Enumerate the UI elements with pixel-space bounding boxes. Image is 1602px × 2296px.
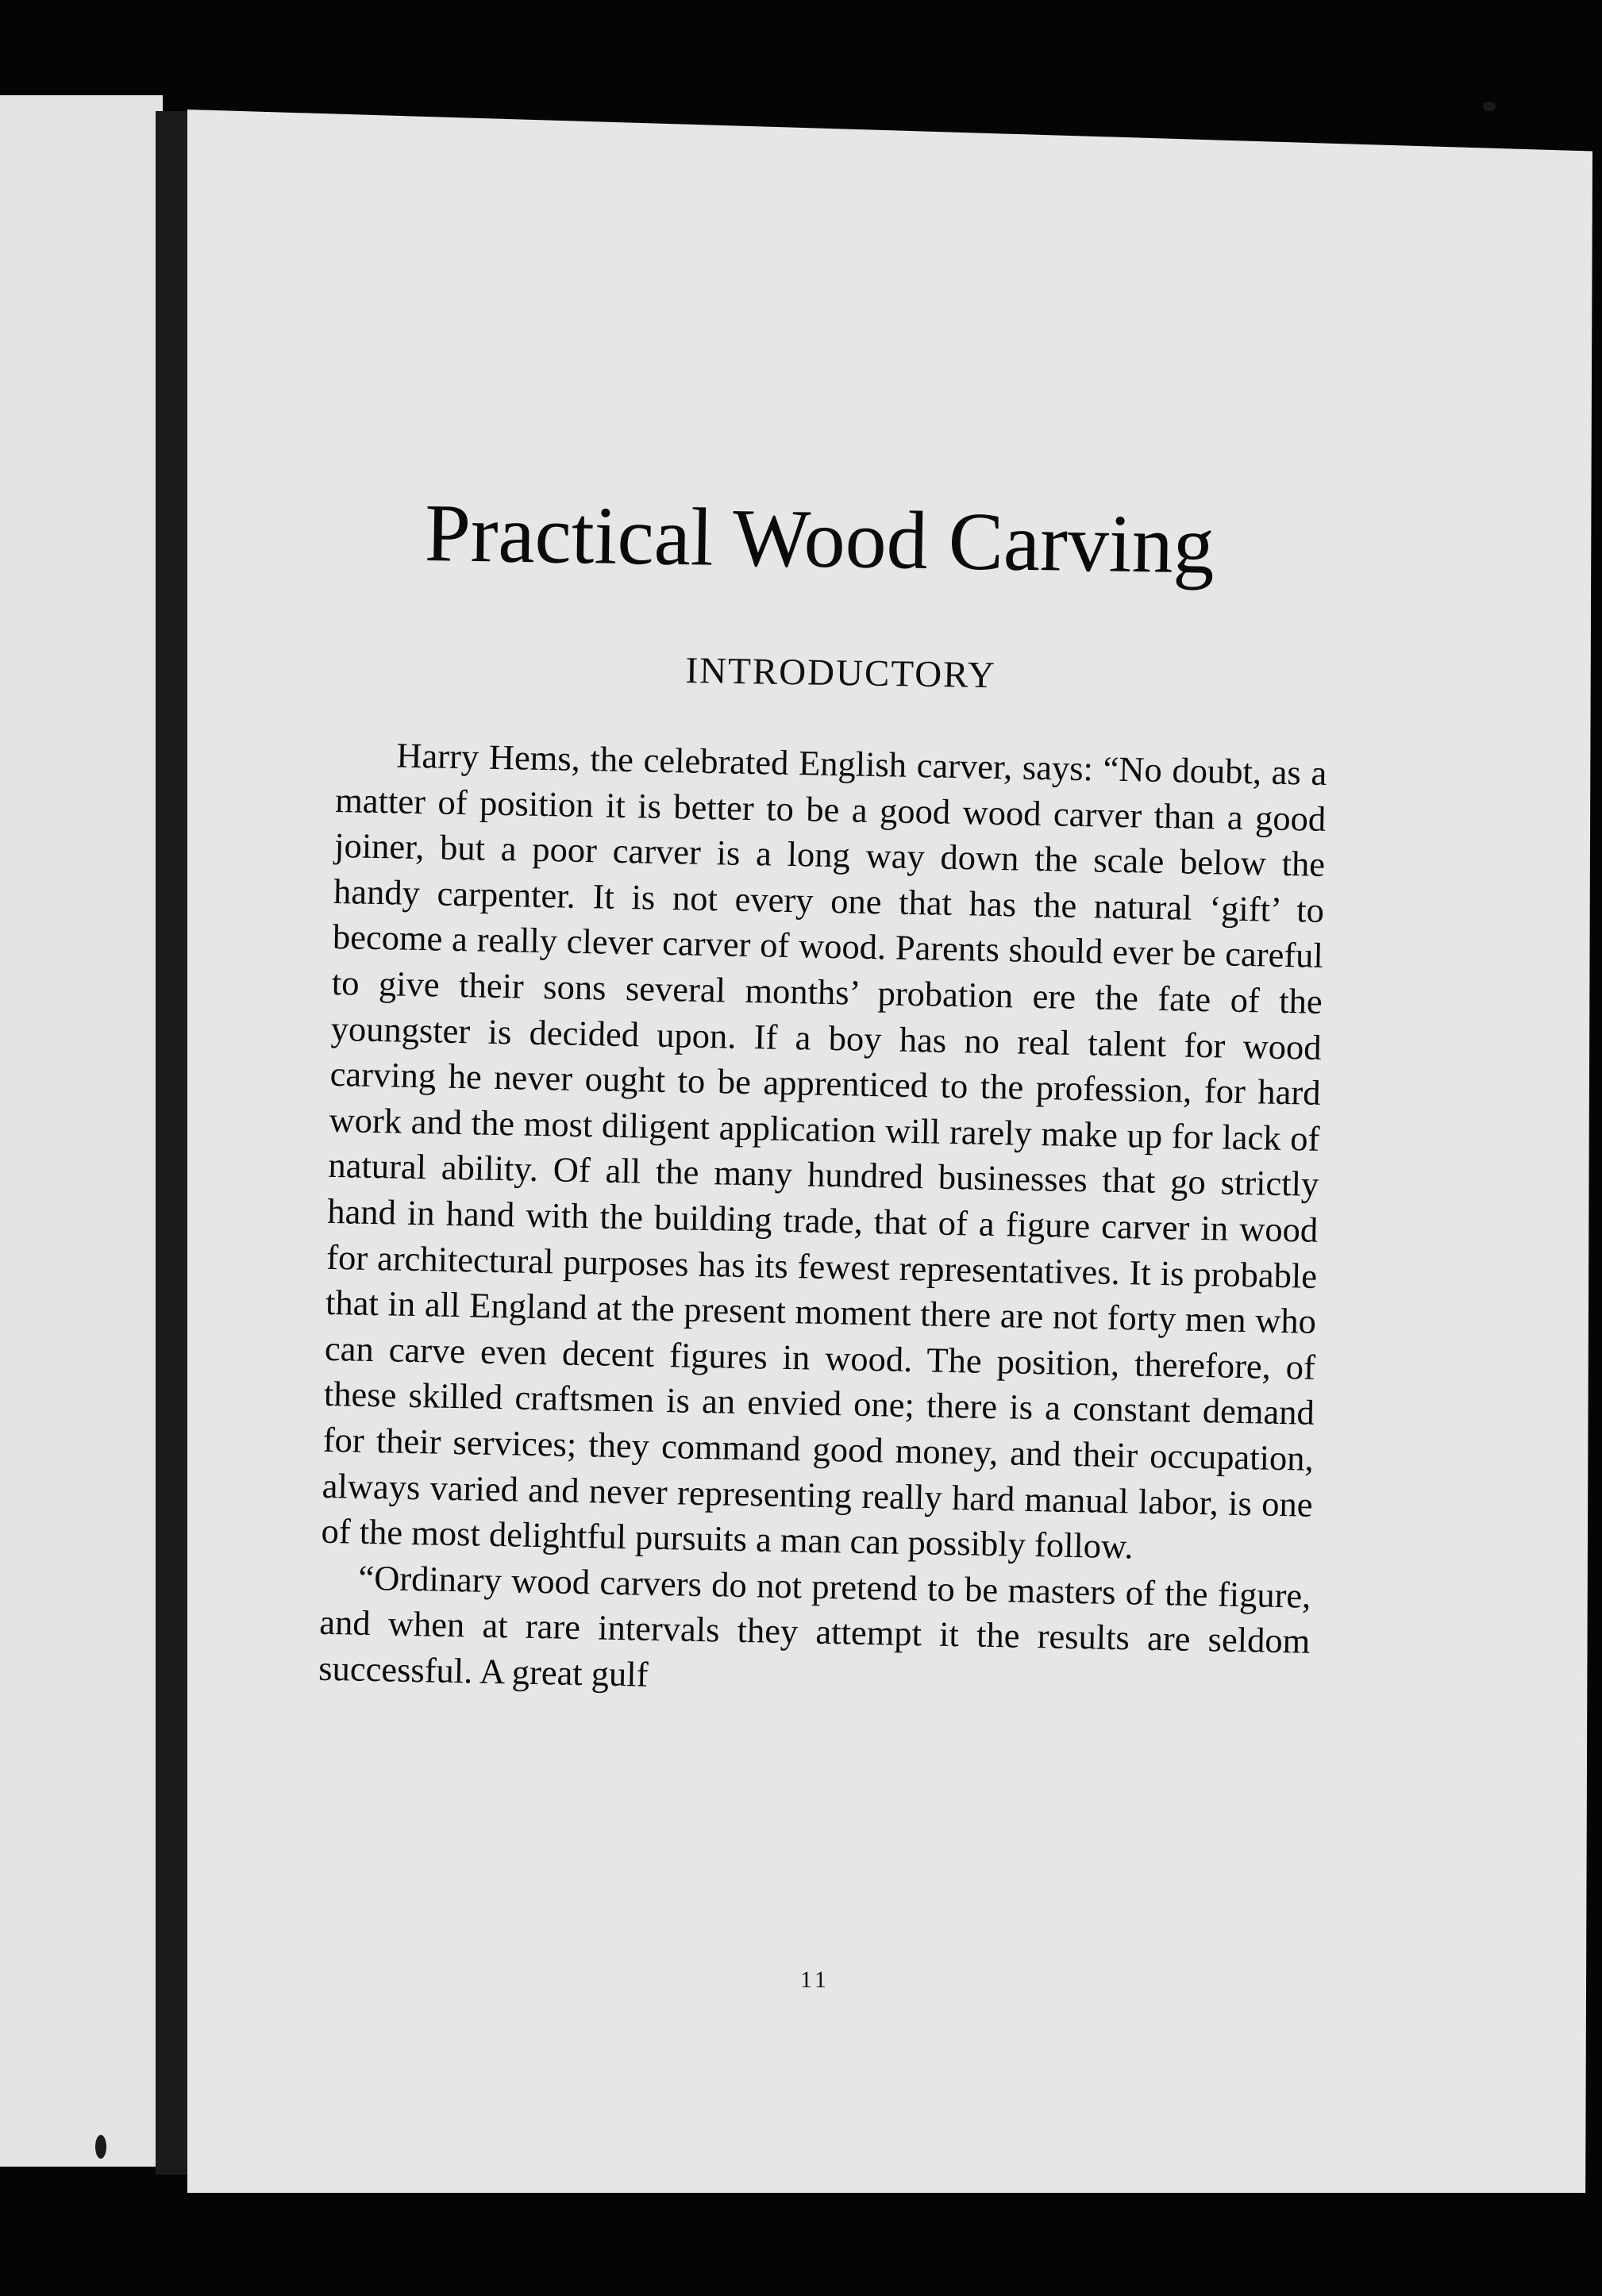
page-number: 11 <box>800 1967 830 1993</box>
page-title: Practical Wood Carving <box>424 487 1215 591</box>
scan-speck <box>95 2135 106 2159</box>
book-spine <box>156 111 191 2175</box>
scan-speck <box>1483 102 1496 111</box>
section-heading: INTRODUCTORY <box>685 649 997 697</box>
facing-page-edge <box>0 95 163 2167</box>
body-text <box>318 732 1327 1710</box>
paragraph: Harry Hems, the celebrated English carver, says: “No doubt, as a matter of position it is better to be a good wood carver than a good joiner, but a poor carver is a long way down the scale below the handy carpenter. It is not every one that has the natural ‘gift’ to become a really clever carver of wood. Parents should ever be careful to give their sons several months’ probation ere the fate of the youngster is decided upon. If a boy has no real talent for wood carving he never ought to be apprenticed to the profession, for hard work and the most diligent application will rarely make up for lack of natural ability. Of all the many hundred businesses that go strictly hand in hand with the building trade, that of a figure carver in wood for architectural purposes has its fewest representatives. It is probable that in all England at the present moment there are not forty men who can carve even decent figures in wood. The position, therefore, of these skilled craftsmen is an envied one; there is a constant demand for their services; they command good money, and their occupation, always varied and never representing really hard manual labor, is one of the most delightful pursuits a man can possibly follow. <box>321 735 1327 1567</box>
paragraph: “Ordinary wood carvers do not pretend to be masters of the figure, and when at rare intervals they attempt it the results are seldom successful. A great gulf <box>318 1557 1311 1694</box>
